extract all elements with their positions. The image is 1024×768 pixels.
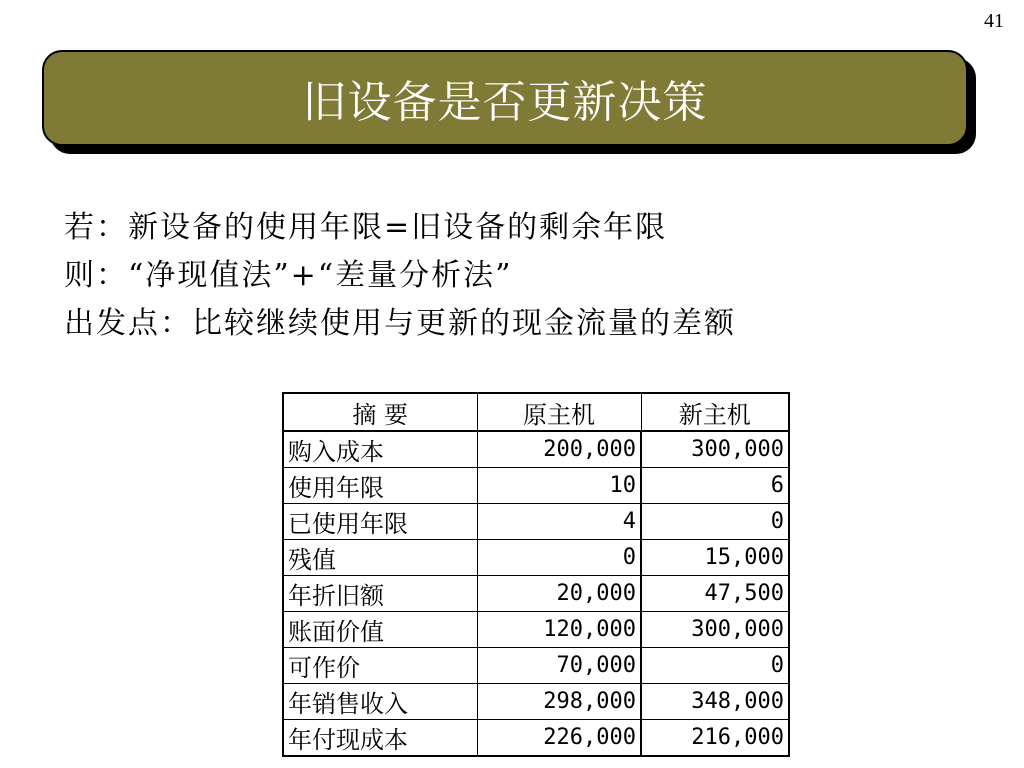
new-machine-value: 216,000 xyxy=(641,720,789,757)
old-machine-value: 70,000 xyxy=(477,648,641,684)
comparison-table xyxy=(282,392,790,757)
page-number: 41 xyxy=(984,10,1004,32)
row-label: 购入成本 xyxy=(283,431,477,468)
table-row xyxy=(283,540,789,576)
table-row xyxy=(283,576,789,612)
table-row xyxy=(283,504,789,540)
table-row xyxy=(283,468,789,504)
row-label: 年付现成本 xyxy=(283,720,477,757)
old-machine-value: 4 xyxy=(477,504,641,540)
new-machine-value: 348,000 xyxy=(641,684,789,720)
row-label: 账面价值 xyxy=(283,612,477,648)
row-label: 使用年限 xyxy=(283,468,477,504)
slide-title: 旧设备是否更新决策 xyxy=(302,77,708,128)
old-machine-value: 226,000 xyxy=(477,720,641,757)
row-label: 可作价 xyxy=(283,648,477,684)
column-header-old-machine: 原主机 xyxy=(477,393,641,431)
old-machine-value: 10 xyxy=(477,468,641,504)
new-machine-value: 300,000 xyxy=(641,612,789,648)
body-line-method: 则：“净现值法”+“差量分析法” xyxy=(64,258,513,293)
old-machine-value: 20,000 xyxy=(477,576,641,612)
table-header-row xyxy=(283,393,789,431)
row-label: 已使用年限 xyxy=(283,504,477,540)
new-machine-value: 6 xyxy=(641,468,789,504)
new-machine-value: 47,500 xyxy=(641,576,789,612)
table-row xyxy=(283,431,789,468)
column-header-summary: 摘 要 xyxy=(283,393,477,431)
table-row xyxy=(283,684,789,720)
new-machine-value: 0 xyxy=(641,504,789,540)
column-header-new-machine: 新主机 xyxy=(641,393,789,431)
title-banner xyxy=(42,50,968,146)
row-label: 残值 xyxy=(283,540,477,576)
body-text xyxy=(64,204,736,348)
old-machine-value: 0 xyxy=(477,540,641,576)
body-line-starting-point: 出发点：比较继续使用与更新的现金流量的差额 xyxy=(64,306,736,341)
old-machine-value: 120,000 xyxy=(477,612,641,648)
table-row xyxy=(283,720,789,757)
body-line-assumption: 若：新设备的使用年限=旧设备的剩余年限 xyxy=(64,210,668,245)
new-machine-value: 15,000 xyxy=(641,540,789,576)
old-machine-value: 200,000 xyxy=(477,431,641,468)
new-machine-value: 300,000 xyxy=(641,431,789,468)
row-label: 年销售收入 xyxy=(283,684,477,720)
table-row xyxy=(283,612,789,648)
old-machine-value: 298,000 xyxy=(477,684,641,720)
row-label: 年折旧额 xyxy=(283,576,477,612)
table-row xyxy=(283,648,789,684)
new-machine-value: 0 xyxy=(641,648,789,684)
